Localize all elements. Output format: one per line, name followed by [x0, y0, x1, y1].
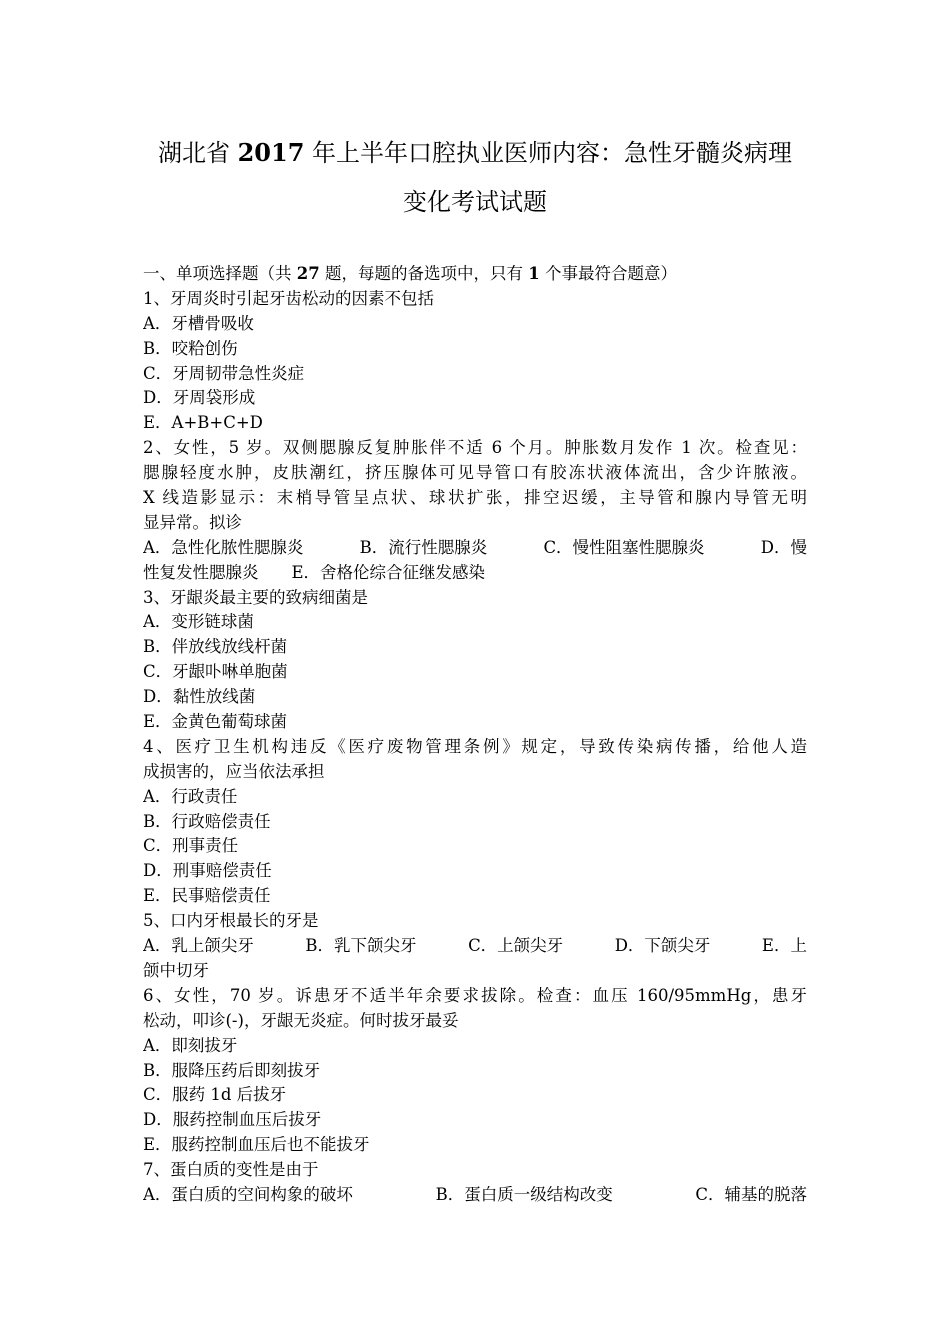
- question-stem: 腮腺轻度水肿，皮肤潮红，挤压腺体可见导管口有胶冻状液体流出，含少许脓液。: [143, 463, 807, 483]
- option-line: C．牙周韧带急性炎症: [143, 363, 305, 383]
- option-line: A．变形链球菌: [143, 612, 254, 632]
- inline-options-row: [143, 536, 807, 561]
- question-stem: 2、女性，5 岁。双侧腮腺反复肿胀伴不适 6 个月。肿胀数月发作 1 次。检查见：: [143, 438, 807, 458]
- option-line: B．咬粭创伤: [143, 338, 238, 358]
- question-stem: 松动，叩诊(-)，牙龈无炎症。何时拔牙最妥: [143, 1010, 459, 1030]
- section-text-c: 题，每题的备选项中，只有: [319, 264, 529, 283]
- title-year: 2017: [237, 138, 305, 167]
- option-line: B．行政赔偿责任: [143, 811, 271, 831]
- option-line: C．刑事责任: [143, 836, 239, 856]
- inline-options-row: [143, 1183, 807, 1208]
- option-line: C．服药 1d 后拔牙: [143, 1085, 287, 1105]
- option-line: D．服药控制血压后拔牙: [143, 1110, 322, 1130]
- option-line: A．行政责任: [143, 786, 238, 806]
- option-item: B．蛋白质一级结构改变: [435, 1184, 613, 1204]
- option-item: B．乳下颌尖牙: [305, 936, 417, 956]
- option-item: A．乳上颌尖牙: [143, 936, 254, 956]
- option-line: E．A+B+C+D: [143, 413, 263, 433]
- option-item: C．上颌尖牙: [468, 936, 564, 956]
- inline-options-continuation: 颌中切牙: [143, 960, 209, 980]
- option-line: E．服药控制血压后也不能拔牙: [143, 1135, 370, 1155]
- section-text-a: 一、单项选择题（共: [143, 264, 297, 283]
- question-stem: 1、牙周炎时引起牙齿松动的因素不包括: [143, 288, 434, 308]
- question-stem: 5、口内牙根最长的牙是: [143, 911, 319, 931]
- option-line: A．即刻拔牙: [143, 1035, 238, 1055]
- question-stem: X 线造影显示：末梢导管呈点状、球状扩张，排空迟缓，主导管和腺内导管无明: [143, 488, 807, 508]
- question-stem: 6、女性，70 岁。诉患牙不适半年余要求拔除。检查：血压 160/95mmHg，患牙: [143, 985, 807, 1005]
- option-line: A．牙槽骨吸收: [143, 313, 254, 333]
- option-item: D．下颌尖牙: [614, 936, 711, 956]
- section-heading: [143, 262, 807, 287]
- question-stem: 显异常。拟诊: [143, 512, 242, 532]
- option-line: E．金黄色葡萄球菌: [143, 712, 288, 732]
- question-stem: 7、蛋白质的变性是由于: [143, 1160, 319, 1180]
- section-one: 1: [528, 264, 540, 283]
- option-line: D．刑事赔偿责任: [143, 861, 272, 881]
- option-item: C．辅基的脱落: [695, 1184, 807, 1204]
- option-item: B．流行性腮腺炎: [359, 537, 488, 557]
- section-count: 27: [296, 264, 320, 283]
- option-item: D．慢: [760, 537, 807, 557]
- option-line: C．牙龈卟啉单胞菌: [143, 662, 288, 682]
- title-text-a: 湖北省: [157, 139, 238, 167]
- inline-options-row: [143, 934, 807, 959]
- option-item: A．蛋白质的空间构象的破坏: [143, 1184, 353, 1204]
- question-stem: 3、牙龈炎最主要的致病细菌是: [143, 587, 368, 607]
- option-line: D．黏性放线菌: [143, 687, 256, 707]
- section-text-e: 个事最符合题意）: [539, 264, 677, 283]
- document-title-line-1: [143, 138, 807, 168]
- option-item: E．上: [761, 936, 807, 956]
- question-stem: 成损害的，应当依法承担: [143, 761, 325, 781]
- title-text-c: 年上半年口腔执业医师内容：急性牙髓炎病理: [304, 139, 793, 167]
- option-item: C．慢性阻塞性腮腺炎: [543, 537, 705, 557]
- option-line: E．民事赔偿责任: [143, 886, 271, 906]
- document-title-line-2: 变化考试试题: [403, 188, 547, 216]
- inline-options-continuation: 性复发性腮腺炎 E．舍格伦综合征继发感染: [143, 562, 486, 582]
- option-item: A．急性化脓性腮腺炎: [143, 537, 304, 557]
- document-body: [143, 262, 807, 1208]
- option-line: D．牙周袋形成: [143, 388, 256, 408]
- question-stem: 4、医疗卫生机构违反《医疗废物管理条例》规定，导致传染病传播，给他人造: [143, 736, 807, 756]
- option-line: B．服降压药后即刻拔牙: [143, 1060, 321, 1080]
- option-line: B．伴放线放线杆菌: [143, 637, 288, 657]
